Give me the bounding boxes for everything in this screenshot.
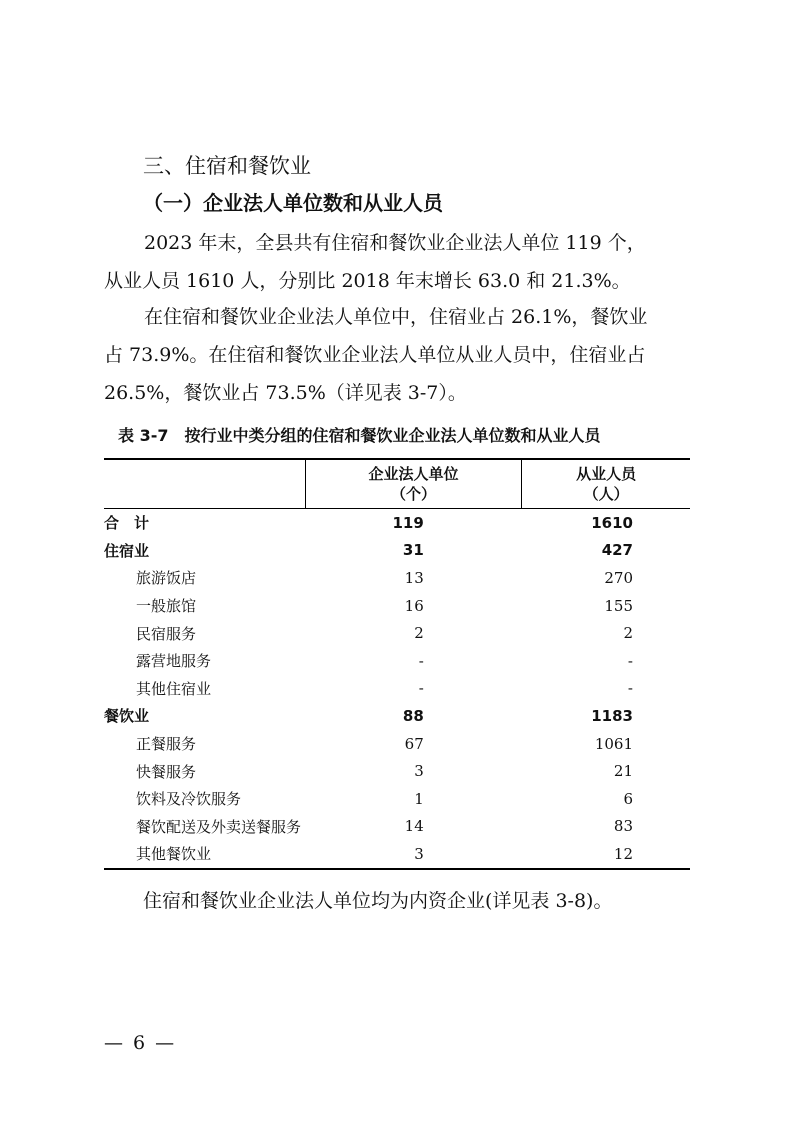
row-units: 31 <box>402 541 424 560</box>
row-employees: 83 <box>613 817 633 836</box>
row-employees: 21 <box>613 762 633 781</box>
row-units: - <box>418 651 424 670</box>
footnote: 住宿和餐饮业企业法人单位均为内资企业(详见表 3-8)。 <box>143 890 613 912</box>
row-label: 其他餐饮业 <box>104 840 305 869</box>
row-label: 餐饮业 <box>104 707 150 726</box>
paragraph-line: 从业人员 1610 人，分别比 2018 年末增长 63.0 和 21.3%。 <box>104 270 631 292</box>
paragraph-summary <box>104 224 704 300</box>
row-label: 其他住宿业 <box>136 679 212 698</box>
table-row <box>104 564 690 592</box>
subsection-title: （一）企业法人单位数和从业人员 <box>143 191 443 215</box>
row-employees: 1061 <box>594 734 633 753</box>
row-employees: - <box>627 679 633 698</box>
page-number: — 6 — <box>104 1032 177 1054</box>
row-label: 餐饮配送及外卖送餐服务 <box>136 817 302 836</box>
row-label: 快餐服务 <box>136 762 197 781</box>
table-row <box>104 757 690 785</box>
industry-table <box>104 458 690 870</box>
table-row <box>104 785 690 813</box>
table-row <box>104 730 690 758</box>
table-row <box>104 509 690 537</box>
row-label: 民宿服务 <box>136 624 197 643</box>
table-body <box>104 509 690 869</box>
header-employees-unit: （人） <box>583 485 629 503</box>
row-units: 67 <box>404 734 424 753</box>
row-units: 88 <box>402 706 424 725</box>
table-row <box>104 813 690 841</box>
table-number: 表 3-7 <box>118 426 169 445</box>
row-units: 119 <box>392 513 424 532</box>
table-title: 按行业中类分组的住宿和餐饮业企业法人单位数和从业人员 <box>184 426 601 445</box>
row-label: 饮料及冷饮服务 <box>136 790 242 809</box>
row-label: 露营地服务 <box>136 652 212 671</box>
paragraph-composition <box>104 298 704 412</box>
row-units: 3 <box>414 762 424 781</box>
row-employees: - <box>627 651 633 670</box>
table-row <box>104 592 690 620</box>
row-employees: 12 <box>522 840 690 869</box>
row-units: 1 <box>414 789 424 808</box>
row-employees: 2 <box>623 624 633 643</box>
row-label: 合 计 <box>104 514 150 533</box>
row-employees: 1610 <box>591 513 633 532</box>
paragraph-line: 26.5%，餐饮业占 73.5%（详见表 3-7）。 <box>104 382 467 404</box>
header-industry <box>104 459 305 509</box>
paragraph-line: 占 73.9%。在住宿和餐饮业企业法人单位从业人员中，住宿业占 <box>104 344 646 366</box>
row-employees: 155 <box>604 596 633 615</box>
row-units: 3 <box>305 840 522 869</box>
header-units-unit: （个） <box>390 485 436 503</box>
row-employees: 1183 <box>591 706 633 725</box>
table-row <box>104 619 690 647</box>
header-employees <box>522 459 690 509</box>
row-units: 14 <box>404 817 424 836</box>
table-row <box>104 702 690 730</box>
header-employees-label: 从业人员 <box>576 465 637 483</box>
row-units: 13 <box>404 568 424 587</box>
row-units: 16 <box>404 596 424 615</box>
section-title: 三、住宿和餐饮业 <box>143 154 311 178</box>
table-row <box>104 537 690 565</box>
header-units <box>305 459 522 509</box>
table-header-row <box>104 459 690 509</box>
row-label: 住宿业 <box>104 541 150 560</box>
table-header <box>104 459 690 509</box>
paragraph-line: 2023 年末，全县共有住宿和餐饮业企业法人单位 119 个， <box>144 232 646 254</box>
row-label: 旅游饭店 <box>136 569 197 588</box>
row-units: - <box>418 679 424 698</box>
header-units-label: 企业法人单位 <box>368 465 459 483</box>
table-row <box>104 647 690 675</box>
row-employees: 270 <box>604 568 633 587</box>
row-employees: 427 <box>601 541 633 560</box>
paragraph-line: 在住宿和餐饮业企业法人单位中，住宿业占 26.1%，餐饮业 <box>144 306 648 328</box>
row-units: 2 <box>414 624 424 643</box>
row-label: 正餐服务 <box>136 735 197 754</box>
row-employees: 6 <box>623 789 633 808</box>
table-row <box>104 675 690 703</box>
table-row <box>104 840 690 869</box>
table-caption <box>118 423 601 446</box>
row-label: 一般旅馆 <box>136 597 197 616</box>
